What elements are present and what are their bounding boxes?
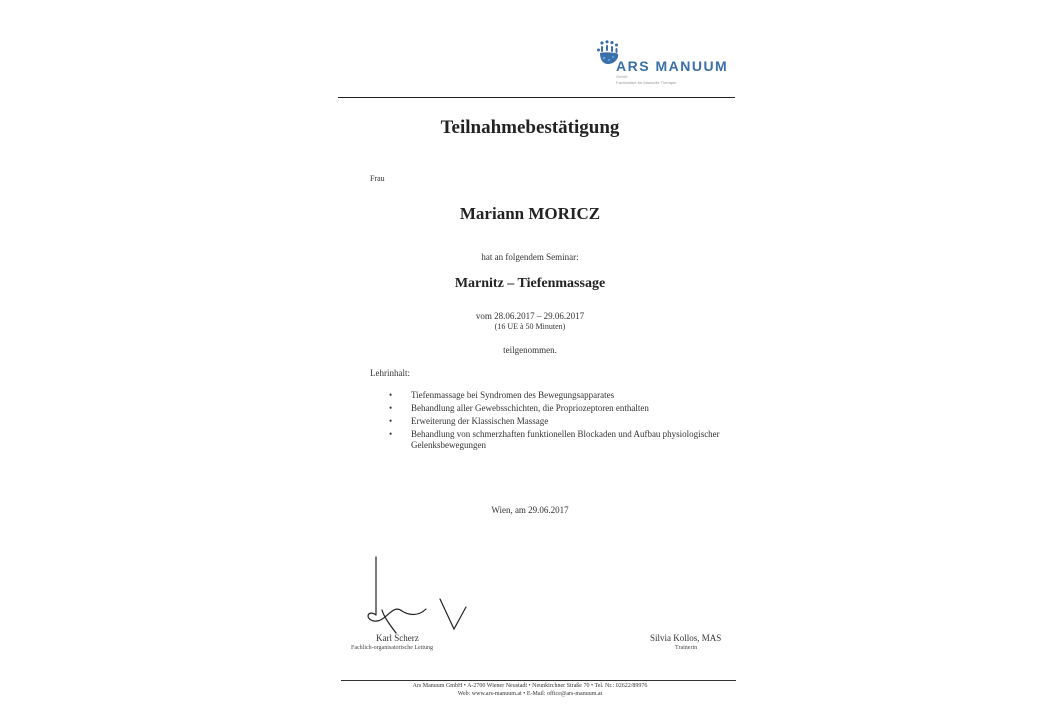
list-item-text: Erweiterung der Klassischen Massage [411,416,549,426]
seminar-intro: hat an folgendem Seminar: [481,252,579,262]
footer-address: Ars Manuum GmbH • A-2700 Wiener Neustadt • Neunkirchner Straße 70 • Tel. Nr.: 02622/89976 [412,683,648,689]
list-item-text: Behandlung aller Gewebsschichten, die Propriozeptoren enthalten [411,403,649,413]
logo-tagline: Fachinstitut für Manuelle Therapie [616,80,677,85]
header-divider [338,97,735,98]
footer-divider [341,680,736,681]
seminar-units: (16 UE à 50 Minuten) [494,322,566,331]
list-item [383,416,723,427]
footer-contact: Web: www.ars-manuum.at • E-Mail: office@ars-manuum.at [457,691,603,697]
list-item-text: Tiefenmassage bei Syndromen des Bewegungsapparates [411,390,615,400]
bullet-icon: • [389,416,393,426]
place-and-date: Wien, am 29.06.2017 [491,505,569,515]
content-label: Lehrinhalt: [370,368,410,378]
ars-manuum-logo [596,40,746,94]
signatory-right-role: Trainerin [675,645,698,651]
handwritten-signature [362,555,472,645]
signatory-left-name: Karl Scherz [376,633,419,643]
list-item [383,403,723,414]
list-item [383,429,723,451]
seminar-dates: vom 28.06.2017 – 29.06.2017 [475,311,585,321]
logo-wordmark: ARS MANUUM [616,58,729,74]
participant-name: Mariann MORICZ [459,204,601,223]
participation-statement: teilgenommen. [503,345,557,355]
document-title: Teilnahmebestätigung [440,117,620,138]
bullet-icon: • [389,390,393,400]
list-item-text: Behandlung von schmerzhaften funktionellen Blockaden und Aufbau physiologischer Gelenksbewegungen [411,429,720,450]
list-item [383,390,723,401]
salutation: Frau [370,174,385,183]
signatory-right-name: Silvia Kollos, MAS [650,633,722,643]
bullet-icon: • [389,429,393,439]
bullet-icon: • [389,403,393,413]
seminar-title: Marnitz – Tiefenmassage [454,276,606,291]
logo-subtitle: GmbH [616,74,628,79]
signatory-left-role: Fachlich-organisatorische Leitung [351,645,434,651]
content-list [383,390,723,453]
